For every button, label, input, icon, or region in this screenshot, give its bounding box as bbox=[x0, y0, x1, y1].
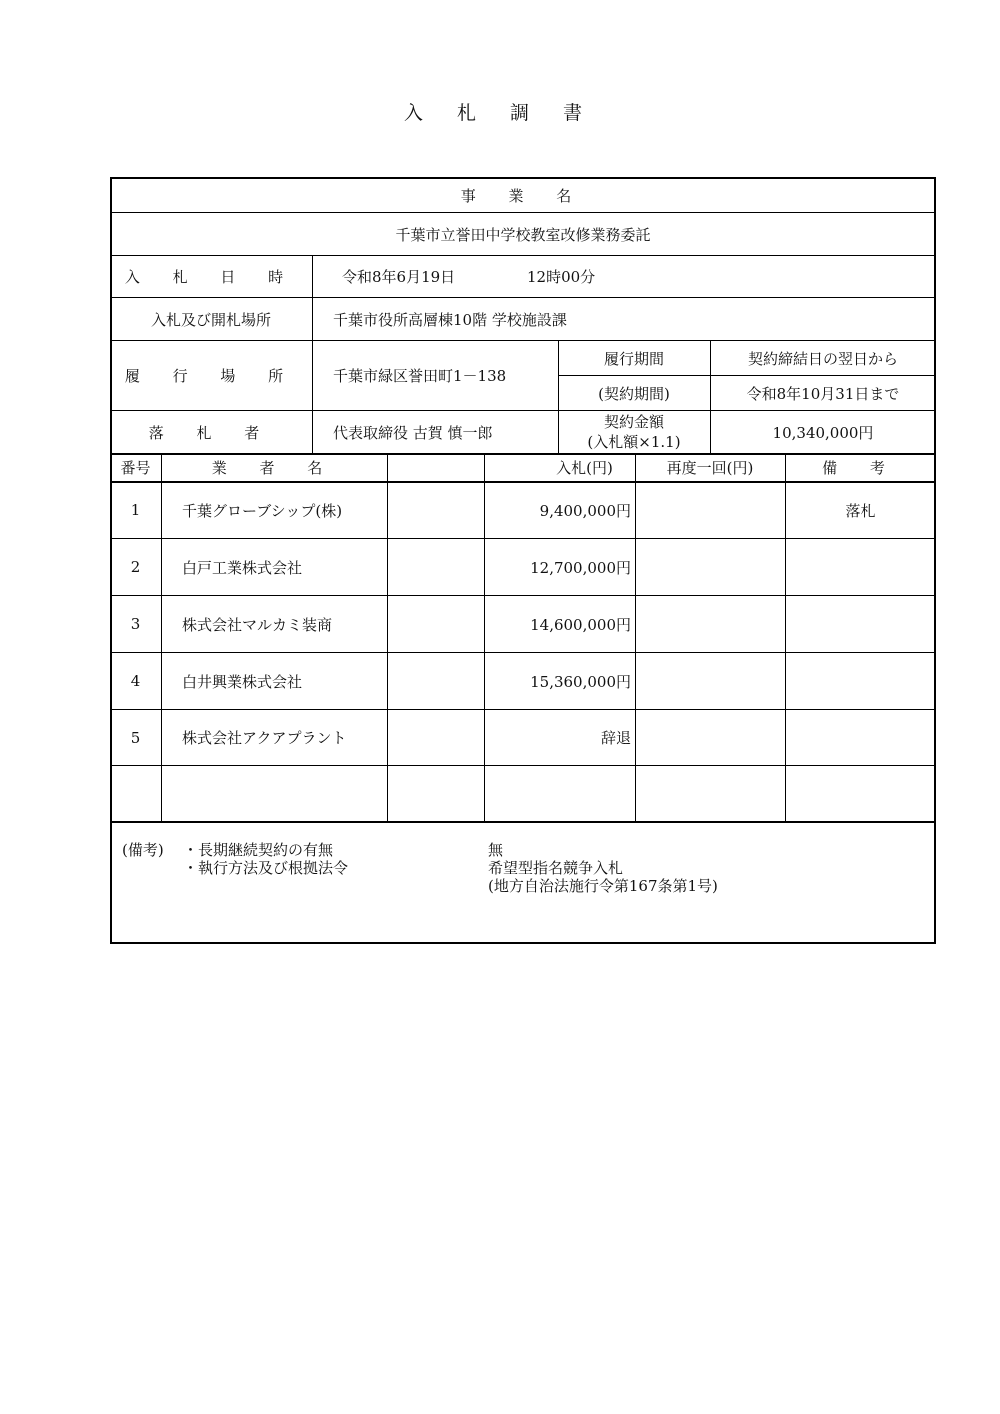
project-name: 千葉市立誉田中学校教室改修業務委託 bbox=[395, 225, 651, 244]
header-remarks: 備 考 bbox=[822, 459, 899, 477]
row-no: 2 bbox=[130, 558, 141, 576]
notes-label: (備考) bbox=[122, 841, 164, 859]
row-company bbox=[182, 766, 387, 821]
notes-item2-value-1: 希望型指名競争入札 bbox=[488, 859, 624, 877]
contract-amount-value: 10,340,000円 bbox=[772, 423, 874, 442]
contract-amount-label-2: (入札額×1.1) bbox=[587, 433, 681, 451]
row-company: 株式会社マルカミ装商 bbox=[182, 615, 333, 634]
row-no: 4 bbox=[130, 672, 141, 690]
row-rebid bbox=[635, 539, 785, 595]
row-bid: 9,400,000円 bbox=[539, 501, 631, 520]
notes-item1-value: 無 bbox=[488, 841, 504, 859]
row-rebid bbox=[635, 653, 785, 709]
column-divider bbox=[161, 453, 162, 821]
document-title: 入 札 調 書 bbox=[403, 102, 597, 124]
period-value-1: 契約締結日の翌日から bbox=[747, 349, 898, 368]
period-label-2: (契約期間) bbox=[598, 384, 670, 403]
bid-date: 令和8年6月19日 bbox=[342, 268, 456, 286]
row-remarks bbox=[785, 596, 936, 652]
row-divider bbox=[110, 821, 936, 823]
header-no: 番号 bbox=[120, 459, 151, 477]
bid-datetime-label: 入 札 日 時 bbox=[124, 268, 298, 286]
project-header: 事 業 名 bbox=[460, 186, 586, 205]
row-remarks bbox=[785, 653, 936, 709]
work-place-label: 履 行 場 所 bbox=[124, 367, 298, 385]
row-no: 5 bbox=[130, 728, 141, 747]
winner-label: 落 札 者 bbox=[148, 423, 274, 442]
winner-value: 代表取締役 古賀 慎一郎 bbox=[333, 423, 493, 442]
row-company: 株式会社アクアプラント bbox=[182, 729, 347, 747]
work-place-value: 千葉市緑区誉田町1－138 bbox=[333, 367, 507, 385]
row-remarks bbox=[785, 539, 936, 595]
row-bid: 15,360,000円 bbox=[530, 672, 631, 691]
row-rebid bbox=[635, 766, 785, 821]
contract-amount-label bbox=[558, 411, 710, 453]
period-value-2: 令和8年10月31日まで bbox=[746, 384, 900, 403]
notes-item2-value-2: (地方自治法施行令第167条第1号) bbox=[488, 877, 718, 895]
venue-value: 千葉市役所高層棟10階 学校施設課 bbox=[333, 310, 567, 329]
row-bid: 12,700,000円 bbox=[530, 558, 631, 577]
contract-amount-label-1: 契約金額 bbox=[603, 413, 664, 431]
row-rebid bbox=[635, 482, 785, 538]
row-rebid bbox=[635, 710, 785, 765]
row-company: 白井興業株式会社 bbox=[182, 672, 303, 691]
header-rebid: 再度一回(円) bbox=[666, 459, 754, 477]
column-divider bbox=[387, 453, 388, 821]
column-divider bbox=[312, 255, 313, 453]
header-blank bbox=[387, 454, 484, 481]
row-no bbox=[110, 766, 161, 821]
row-company: 千葉グローブシップ(株) bbox=[182, 501, 343, 520]
row-company: 白戸工業株式会社 bbox=[182, 558, 303, 577]
row-bid: 辞退 bbox=[600, 729, 631, 747]
period-label-1: 履行期間 bbox=[603, 349, 664, 368]
row-rebid bbox=[635, 596, 785, 652]
notes-item2-label: ・執行方法及び根拠法令 bbox=[183, 859, 349, 877]
row-remarks bbox=[785, 710, 936, 765]
row-remarks bbox=[785, 766, 936, 821]
row-bid: 14,600,000円 bbox=[530, 615, 631, 634]
bid-time: 12時00分 bbox=[527, 268, 596, 286]
row-remarks: 落札 bbox=[845, 501, 876, 520]
row-bid bbox=[484, 766, 631, 821]
header-bid: 入札(円) bbox=[556, 459, 613, 477]
row-no: 3 bbox=[130, 615, 141, 633]
venue-label: 入札及び開札場所 bbox=[150, 310, 271, 329]
notes-item1-label: ・長期継続契約の有無 bbox=[183, 841, 334, 859]
row-no: 1 bbox=[130, 501, 141, 519]
header-company: 業 者 名 bbox=[211, 459, 337, 477]
